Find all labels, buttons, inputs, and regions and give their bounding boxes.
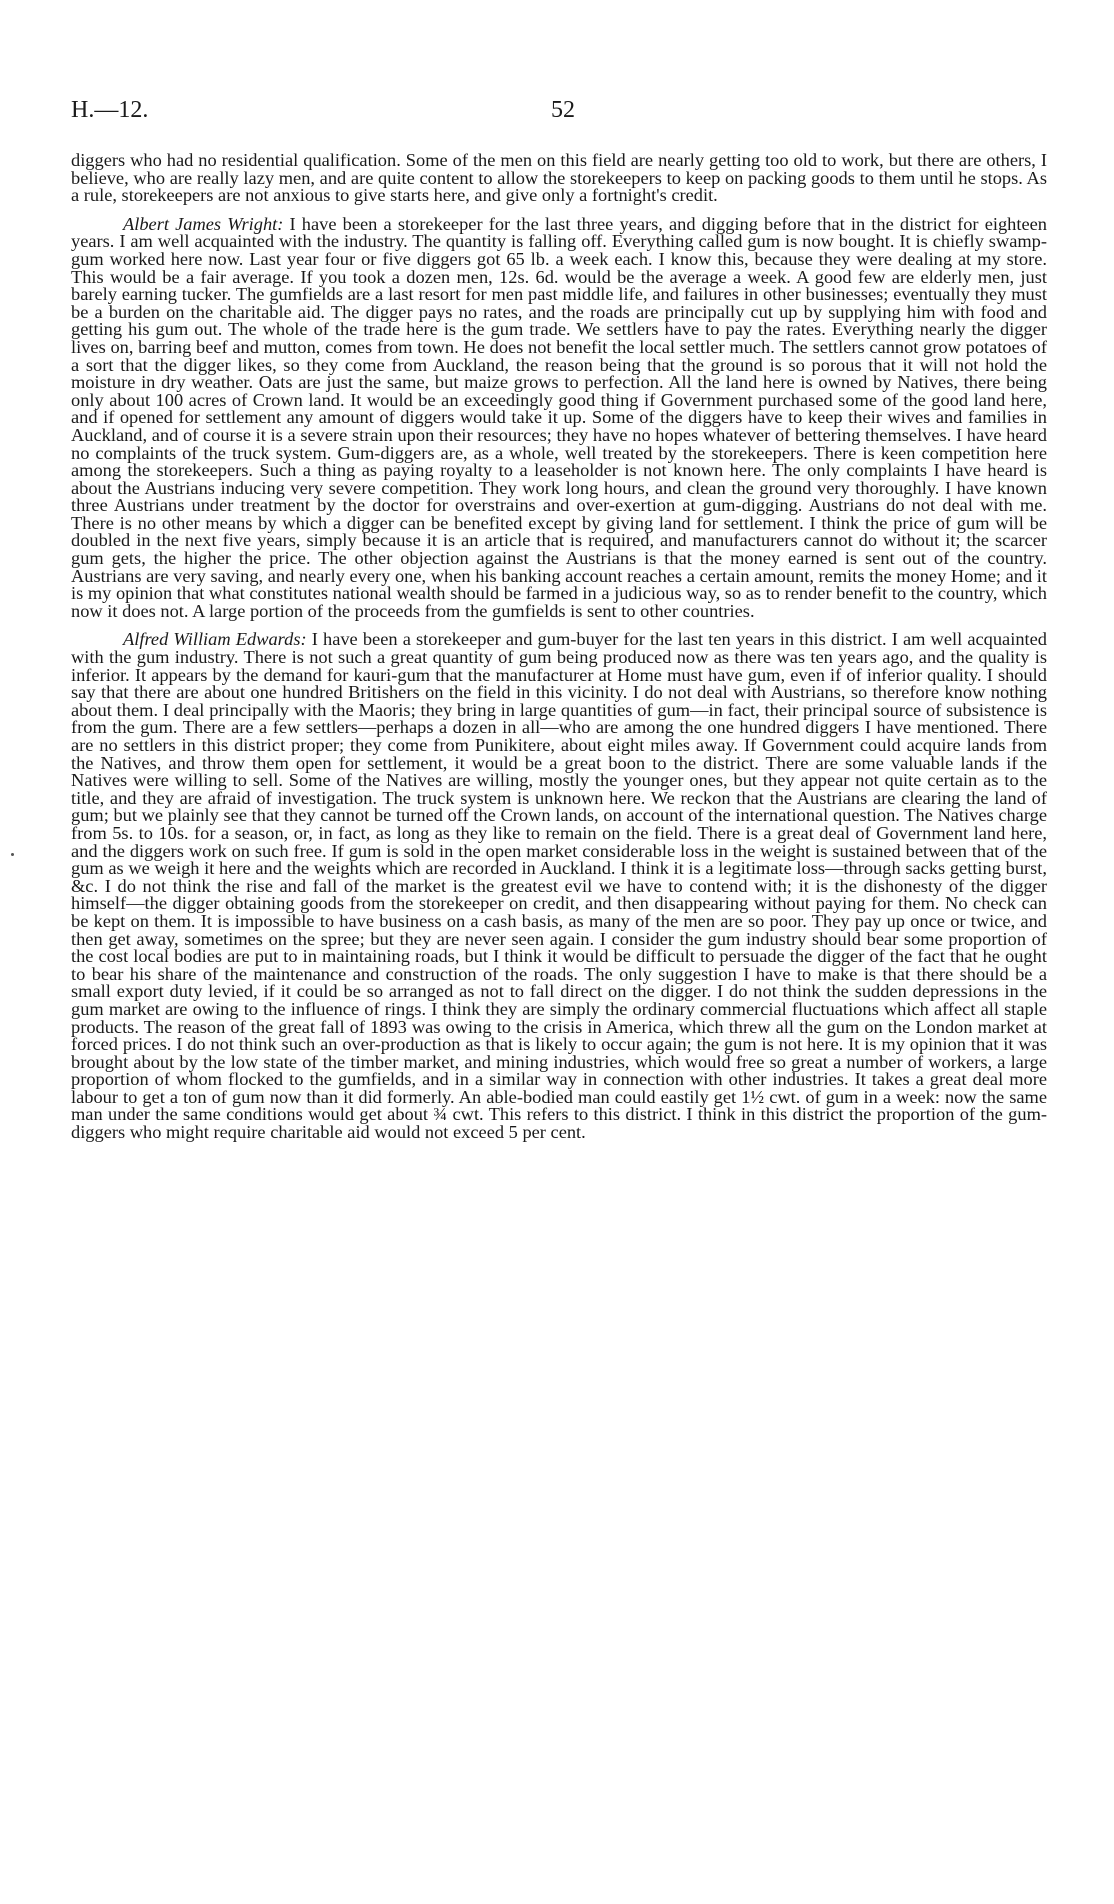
page-number: 52	[551, 97, 575, 123]
document-reference: H.—12.	[71, 97, 149, 123]
paragraph-testimony-edwards	[71, 631, 1047, 1141]
paragraph-text: I have been a storekeeper and gum-buyer for the last ten years in this district. I am well acquainted with the gum industry. There is not such a great quantity of gum being produced now as there was ten years ago, and the quality is inferior. It appears by the demand for kauri-gum that the manufacturer at Home must have gum, even if of inferior quality. I should say that there are about one hundred Britishers on the field in this vicinity. I do not deal with Austrians, so therefore know nothing about them. I deal principally with the Maoris; they bring in large quantities of gum—in fact, their principal source of subsistence is from the gum. There are a few settlers—perhaps a dozen in all—who are among the one hundred diggers I have mentioned. There are no settlers in this district proper; they come from Punikitere, about eight miles away. If Government could acquire lands from the Natives, and throw them open for settlement, it would be a great boon to the district. There are some valuable lands if the Natives were willing to sell. Some of the Natives are willing, mostly the younger ones, but they appear not quite certain as to the title, and they are afraid of investigation. The truck system is unknown here. We reckon that the Austrians are clearing the land of gum; but we plainly see that they cannot be turned off the Crown lands, on account of the international question. The Natives charge from 5s. to 10s. for a season, or, in fact, as long as they like to remain on the field. There is a great deal of Government land here, and the diggers work on such free. If gum is sold in the open market considerable loss in the weight is sustained between that of the gum as we weigh it here and the weights which are recorded in Auckland. I think it is a legitimate loss—through sacks getting burst, &c. I do not think the rise and fall of the market is the greatest evil we have to contend with; it is the dishonesty of the digger himself—the digger obtaining goods from the storekeeper on credit, and then disappearing without paying for them. No check can be kept on them. It is impossible to have business on a cash basis, as many of the men are so poor. They pay up once or twice, and then get away, sometimes on the spree; but they are never seen again. I consider the gum industry should bear some proportion of the cost local bodies are put to in maintaining roads, but I think it would be difficult to persuade the digger of the fact that he ought to bear his share of the maintenance and construction of the roads. The only suggestion I have to make is that there should be a small export duty levied, if it could be so arranged as not to fall direct on the digger. I do not think the sudden depressions in the gum market are owing to the influence of rings. I think they are simply the ordinary commercial fluctuations which affect all staple products. The reason of the great fall of 1893 was owing to the crisis in America, which threw all the gum on the London market at forced prices. I do not think such an over-production as that is likely to occur again; the gum is not here. It is my opinion that it was brought about by the low state of the timber market, and mining industries, which would free so great a number of workers, a large proportion of whom flocked to the gumfields, and in a similar way in connection with other industries. It takes a great deal more labour to get a ton of gum now than it did formerly. An able-bodied man could eastily get 1½ cwt. of gum in a week: now the same man under the same conditions would get about ¾ cwt. This refers to this district. I think in this district the proportion of the gum-diggers who might require charitable aid would not exceed 5 per cent.	[71, 629, 1047, 1143]
speaker-name: Alfred William Edwards:	[123, 629, 307, 650]
speaker-name: Albert James Wright:	[123, 213, 284, 234]
paragraph-testimony-wright	[71, 213, 1047, 621]
body-text	[71, 152, 1047, 1153]
paragraph-continuation	[71, 152, 1047, 205]
page-header	[71, 97, 1054, 129]
paragraph-text: diggers who had no residential qualification. Some of the men on this field are nearly getting too old to work, but there are others, I believe, who are really lazy men, and are quite content to allow the storekeepers to keep on packing goods to them until he stops. As a rule, storekeepers are not anxious to give starts here, and give only a fortnight's credit.	[71, 150, 1047, 206]
paragraph-text: I have been a storekeeper for the last three years, and digging before that in the district for eighteen years. I am well acquainted with the industry. The quantity is falling off. Everything called gum is now bought. It is chiefly swamp-gum worked here now. Last year four or five diggers got 65 lb. a week each. I know this, because they were dealing at my store. This would be a fair average. If you took a dozen men, 12s. 6d. would be the average a week. A good few are elderly men, just barely earning tucker. The gumfields are a last resort for men past middle life, and failures in other businesses; eventually they must be a burden on the charitable aid. The digger pays no rates, and the roads are principally cut up by supplying him with food and getting his gum out. The whole of the trade here is the gum trade. We settlers have to pay the rates. Everything nearly the digger lives on, barring beef and mutton, comes from town. He does not benefit the local settler much. The settlers cannot grow potatoes of a sort that the digger likes, so they come from Auckland, the reason being that the ground is so porous that it will not hold the moisture in dry weather. Oats are just the same, but maize grows to perfection. All the land here is owned by Natives, there being only about 100 acres of Crown land. It would be an exceedingly good thing if Government purchased some of the good land here, and if opened for settlement any amount of diggers would take it up. Some of the diggers have to keep their wives and families in Auckland, and of course it is a severe strain upon their resources; they have no hopes whatever of bettering themselves. I have heard no complaints of the truck system. Gum-diggers are, as a whole, well treated by the storekeepers. There is keen competition here among the storekeepers. Such a thing as paying royalty to a leaseholder is not known here. The only complaints I have heard is about the Austrians inducing very severe competition. They work long hours, and clean the ground very thoroughly. I have known three Austrians under treatment by the doctor for overstrains and over-exertion at gum-digging. Austrians do not deal with me. There is no other means by which a digger can be benefited except by giving land for settlement. I think the price of gum will be doubled in the next five years, simply because it is an article that is required, and manufacturers cannot do without it; the scarcer gum gets, the higher the price. The other objection against the Austrians is that the money earned is sent out of the country. Austrians are very saving, and nearly every one, when his banking account reaches a certain amount, remits the money Home; and it is my opinion that what constitutes national wealth should be farmed in a judicious way, so as to render benefit to the country, which now it does not. A large portion of the proceeds from the gumfields is sent to other countries.	[71, 213, 1047, 621]
margin-speck	[11, 853, 14, 856]
